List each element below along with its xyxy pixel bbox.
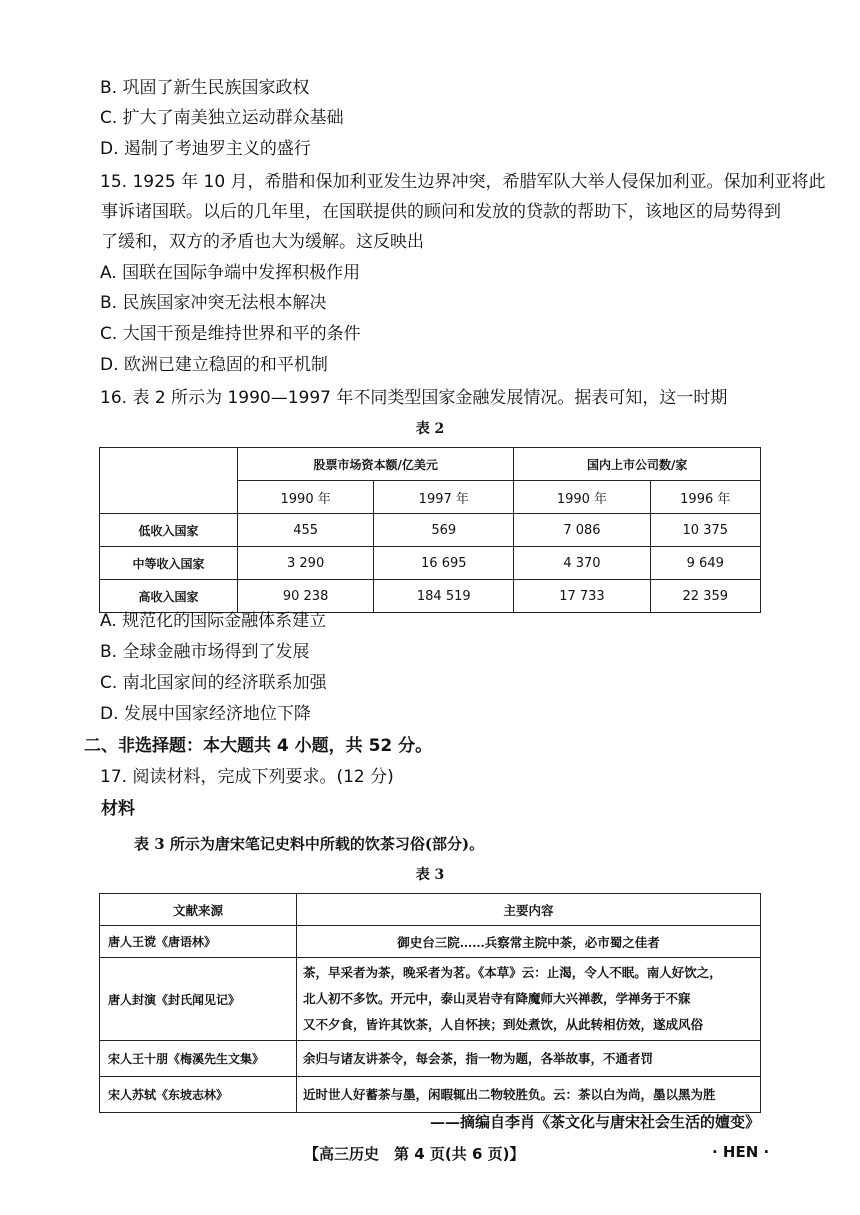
table2-cell: 9 649 <box>650 547 760 580</box>
q17-material-label: 材料 <box>101 799 135 819</box>
table2-cell: 17 733 <box>514 580 650 613</box>
table2-year-header: 1997 年 <box>374 481 514 514</box>
table3-source: 唐人王谠《唐语林》 <box>100 926 297 958</box>
table2-year-header: 1990 年 <box>514 481 650 514</box>
table2-row-label: 高收入国家 <box>100 580 238 613</box>
table-row <box>100 1041 761 1077</box>
citation: ——摘编自李肖《茶文化与唐宋社会生活的嬗变》 <box>430 1113 761 1131</box>
table3-content: 御史台三院……兵察常主院中茶，必市蜀之佳者 <box>297 926 761 958</box>
table2-row-label: 低收入国家 <box>100 514 238 547</box>
table2-caption: 表 2 <box>415 421 445 437</box>
table3-content-line: 北人初不多饮。开元中，泰山灵岩寺有降魔师大兴禅教，学禅务于不寐 <box>303 991 691 1006</box>
exam-code: · HEN · <box>712 1143 770 1161</box>
table2-cell: 16 695 <box>374 547 514 580</box>
table3-content <box>297 958 761 1041</box>
q16-stem: 16. 表 2 所示为 1990—1997 年不同类型国家金融发展情况。据表可知，这一时期 <box>100 388 728 408</box>
table2-corner <box>100 448 238 514</box>
table2-cell: 455 <box>238 514 374 547</box>
table2-cell: 10 375 <box>650 514 760 547</box>
q15-stem-line3: 了缓和，双方的矛盾也大为缓解。这反映出 <box>101 232 424 252</box>
table-row <box>100 514 761 547</box>
table2-cell: 569 <box>374 514 514 547</box>
page-footer: 【高三历史 第 4 页(共 6 页)】 <box>304 1145 525 1163</box>
q15-stem-line2: 事诉诸国联。以后的几年里，在国联提供的顾问和发放的贷款的帮助下，该地区的局势得到 <box>101 202 781 222</box>
table3-source: 唐人封演《封氏闻见记》 <box>100 958 297 1041</box>
table3-source: 宋人王十朋《梅溪先生文集》 <box>100 1041 297 1077</box>
q15-option-a: A. 国联在国际争端中发挥积极作用 <box>100 263 361 283</box>
q17-material-intro: 表 3 所示为唐宋笔记史料中所载的饮茶习俗(部分)。 <box>134 835 485 853</box>
table3-content-line: 茶，早采者为茶，晚采者为茗。《本草》云：止渴，令人不眠。南人好饮之， <box>303 965 722 980</box>
table2-cell: 90 238 <box>238 580 374 613</box>
q16-option-d: D. 发展中国家经济地位下降 <box>100 704 311 724</box>
table3-content-line: 又不夕食，皆许其饮茶，人自怀挟；到处煮饮，从此转相仿效，遂成风俗 <box>303 1017 704 1032</box>
table2-cell: 22 359 <box>650 580 760 613</box>
table3-content: 近时世人好蓄茶与墨，闲暇辄出二物较胜负。云：茶以白为尚，墨以黑为胜 <box>297 1077 761 1113</box>
table2-row-label: 中等收入国家 <box>100 547 238 580</box>
section-heading: 二、非选择题：本大题共 4 小题，共 52 分。 <box>84 736 433 756</box>
table2-cell: 7 086 <box>514 514 650 547</box>
q15-option-c: C. 大国干预是维持世界和平的条件 <box>100 324 361 344</box>
table3-source: 宋人苏轼《东坡志林》 <box>100 1077 297 1113</box>
table3-content: 余归与诸友讲茶令，每会茶，指一物为题，各举故事，不通者罚 <box>297 1041 761 1077</box>
q15-option-d: D. 欧洲已建立稳固的和平机制 <box>100 355 328 375</box>
q14-option-c: C. 扩大了南美独立运动群众基础 <box>100 108 344 128</box>
q17-stem: 17. 阅读材料，完成下列要求。(12 分) <box>100 767 394 787</box>
table2-group-header: 股票市场资本额/亿美元 <box>238 448 514 481</box>
q15-stem-line1: 15. 1925 年 10 月，希腊和保加利亚发生边界冲突，希腊军队大举人侵保加利亚。保加利亚将此 <box>100 172 826 192</box>
table-row <box>100 580 761 613</box>
table2 <box>99 447 761 613</box>
q14-option-b: B. 巩固了新生民族国家政权 <box>100 78 310 98</box>
table2-year-header: 1990 年 <box>238 481 374 514</box>
q16-option-a: A. 规范化的国际金融体系建立 <box>100 611 327 631</box>
table3-caption: 表 3 <box>415 867 445 883</box>
table2-group-header: 国内上市公司数/家 <box>514 448 761 481</box>
table3-header: 文献来源 <box>100 894 297 926</box>
table3-header: 主要内容 <box>297 894 761 926</box>
table2-cell: 184 519 <box>374 580 514 613</box>
q15-option-b: B. 民族国家冲突无法根本解决 <box>100 293 327 313</box>
table-row <box>100 1077 761 1113</box>
table-row <box>100 547 761 580</box>
table2-cell: 4 370 <box>514 547 650 580</box>
table2-cell: 3 290 <box>238 547 374 580</box>
q14-option-d: D. 遏制了考迪罗主义的盛行 <box>100 139 311 159</box>
table3 <box>99 893 761 1113</box>
table-row <box>100 926 761 958</box>
table2-year-header: 1996 年 <box>650 481 760 514</box>
q16-option-c: C. 南北国家间的经济联系加强 <box>100 673 327 693</box>
table-row <box>100 958 761 1041</box>
q16-option-b: B. 全球金融市场得到了发展 <box>100 642 310 662</box>
